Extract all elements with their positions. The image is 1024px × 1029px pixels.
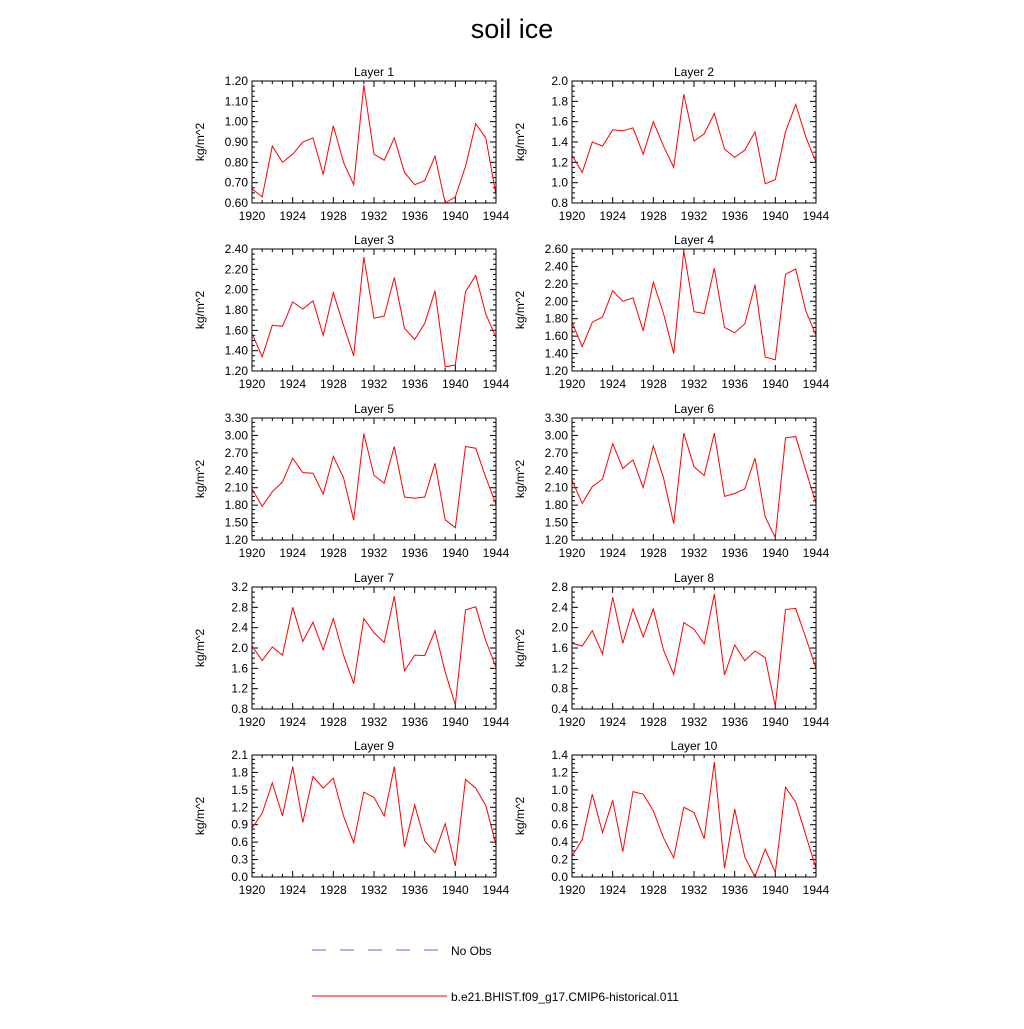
y-tick-label: 1.80 (544, 498, 568, 513)
x-tick-label: 1936 (401, 546, 429, 560)
y-tick-label: 1.5 (231, 782, 248, 797)
y-tick-label: 0.6 (551, 817, 568, 832)
y-tick-label: 2.00 (544, 294, 568, 309)
y-tick-label: 2.00 (224, 282, 248, 297)
x-tick-label: 1924 (599, 883, 627, 897)
x-tick-label: 1944 (482, 209, 510, 223)
y-tick-label: 1.6 (231, 661, 248, 676)
x-tick-label: 1932 (360, 715, 388, 729)
y-tick-label: 0.60 (224, 196, 248, 210)
y-tick-label: 1.2 (551, 661, 568, 676)
panel-title: Layer 6 (673, 402, 715, 416)
y-tick-label: 1.0 (551, 175, 568, 190)
y-axis-label: kg/m^2 (513, 459, 527, 499)
panel-layer-3 (193, 233, 510, 391)
x-tick-label: 1924 (599, 209, 627, 223)
series-line (572, 251, 816, 360)
x-tick-label: 1928 (639, 546, 667, 560)
y-tick-label: 2.40 (544, 463, 568, 478)
y-tick-label: 2.70 (544, 445, 568, 460)
x-tick-label: 1928 (319, 546, 347, 560)
y-axis-label: kg/m^2 (193, 628, 207, 668)
y-tick-label: 2.70 (224, 445, 248, 460)
x-tick-label: 1944 (802, 715, 830, 729)
x-tick-label: 1940 (761, 209, 789, 223)
y-tick-label: 0.8 (551, 800, 568, 815)
y-tick-label: 1.60 (544, 329, 568, 344)
x-tick-label: 1924 (279, 209, 307, 223)
series-line (252, 767, 496, 866)
x-tick-label: 1936 (721, 715, 749, 729)
series-line (252, 257, 496, 367)
y-tick-label: 1.50 (224, 515, 248, 530)
x-tick-label: 1928 (319, 377, 347, 391)
y-tick-label: 0.70 (224, 175, 248, 190)
y-tick-label: 3.00 (544, 428, 568, 443)
y-tick-label: 0.8 (551, 196, 568, 210)
x-tick-label: 1924 (279, 883, 307, 897)
plot-frame (252, 418, 496, 540)
y-tick-label: 2.20 (224, 262, 248, 277)
x-tick-label: 1936 (401, 715, 429, 729)
panel-layer-4 (513, 233, 830, 391)
x-tick-label: 1940 (441, 715, 469, 729)
y-tick-label: 1.2 (231, 800, 248, 815)
plot-frame (252, 755, 496, 877)
x-tick-label: 1920 (238, 209, 266, 223)
plot-frame (572, 81, 816, 203)
x-tick-label: 1944 (802, 209, 830, 223)
x-tick-label: 1928 (319, 209, 347, 223)
y-axis-label: kg/m^2 (193, 122, 207, 162)
y-tick-label: 2.40 (224, 463, 248, 478)
plot-frame (572, 755, 816, 877)
y-tick-label: 2.10 (224, 480, 248, 495)
x-tick-label: 1936 (721, 883, 749, 897)
x-tick-label: 1932 (680, 715, 708, 729)
y-tick-label: 1.8 (551, 94, 568, 109)
x-tick-label: 1940 (441, 546, 469, 560)
y-tick-label: 2.0 (231, 641, 248, 655)
x-tick-label: 1924 (279, 377, 307, 391)
panel-layer-2 (513, 65, 830, 223)
y-tick-label: 1.20 (224, 533, 248, 547)
x-tick-label: 1944 (482, 715, 510, 729)
x-tick-label: 1932 (360, 883, 388, 897)
plot-frame (252, 249, 496, 371)
y-tick-label: 3.30 (544, 411, 568, 425)
y-tick-label: 0.4 (551, 835, 568, 850)
y-tick-label: 0.8 (551, 681, 568, 696)
x-tick-label: 1936 (721, 546, 749, 560)
x-tick-label: 1920 (558, 209, 586, 223)
y-tick-label: 1.8 (231, 765, 248, 780)
x-tick-label: 1936 (401, 883, 429, 897)
series-line (572, 94, 816, 184)
x-tick-label: 1936 (401, 377, 429, 391)
y-tick-label: 0.3 (231, 852, 248, 867)
y-tick-label: 1.00 (224, 114, 248, 129)
y-tick-label: 1.4 (551, 748, 568, 762)
x-tick-label: 1944 (802, 883, 830, 897)
y-tick-label: 2.8 (231, 600, 248, 615)
y-tick-label: 1.6 (551, 114, 568, 129)
y-tick-label: 1.80 (544, 311, 568, 326)
legend (312, 944, 679, 1004)
x-tick-label: 1928 (639, 883, 667, 897)
panel-layer-6 (513, 402, 830, 560)
x-tick-label: 1920 (558, 883, 586, 897)
x-tick-label: 1936 (401, 209, 429, 223)
x-tick-label: 1944 (482, 377, 510, 391)
y-tick-label: 1.2 (551, 155, 568, 170)
panel-layer-10 (513, 739, 830, 897)
y-tick-label: 1.20 (224, 74, 248, 88)
plot-frame (252, 587, 496, 709)
x-tick-label: 1940 (441, 883, 469, 897)
figure-title: soil ice (470, 14, 554, 44)
x-tick-label: 1940 (761, 883, 789, 897)
panel-title: Layer 4 (673, 233, 715, 247)
y-tick-label: 0.80 (224, 155, 248, 170)
panel-layer-5 (193, 402, 510, 560)
y-tick-label: 2.1 (231, 748, 248, 762)
y-tick-label: 2.4 (231, 620, 248, 635)
y-axis-label: kg/m^2 (513, 796, 527, 836)
y-axis-label: kg/m^2 (193, 290, 207, 330)
x-tick-label: 1928 (639, 209, 667, 223)
panel-layer-7 (193, 571, 510, 729)
x-tick-label: 1928 (319, 883, 347, 897)
y-tick-label: 2.40 (544, 259, 568, 274)
panel-layer-8 (513, 571, 830, 729)
x-tick-label: 1932 (360, 377, 388, 391)
y-tick-label: 2.20 (544, 276, 568, 291)
x-tick-label: 1920 (558, 377, 586, 391)
x-tick-label: 1940 (761, 715, 789, 729)
x-tick-label: 1944 (802, 546, 830, 560)
x-tick-label: 1928 (639, 715, 667, 729)
y-tick-label: 1.0 (551, 782, 568, 797)
plot-frame (572, 587, 816, 709)
y-axis-label: kg/m^2 (513, 122, 527, 162)
panel-title: Layer 7 (353, 571, 395, 585)
x-tick-label: 1924 (279, 546, 307, 560)
x-tick-label: 1932 (680, 209, 708, 223)
y-tick-label: 2.0 (551, 74, 568, 88)
x-tick-label: 1936 (721, 209, 749, 223)
series-line (572, 594, 816, 706)
x-tick-label: 1932 (680, 883, 708, 897)
x-tick-label: 1920 (558, 546, 586, 560)
x-tick-label: 1932 (680, 377, 708, 391)
x-tick-label: 1928 (639, 377, 667, 391)
x-tick-label: 1924 (599, 546, 627, 560)
x-tick-label: 1940 (441, 209, 469, 223)
y-tick-label: 0.4 (551, 702, 568, 716)
y-tick-label: 0.9 (231, 817, 248, 832)
y-tick-label: 2.60 (544, 242, 568, 256)
y-axis-label: kg/m^2 (193, 796, 207, 836)
y-axis-label: kg/m^2 (193, 459, 207, 499)
x-tick-label: 1940 (761, 546, 789, 560)
y-tick-label: 2.40 (224, 242, 248, 256)
y-tick-label: 1.40 (544, 346, 568, 361)
y-tick-label: 0.6 (231, 835, 248, 850)
series-line (572, 762, 816, 877)
x-tick-label: 1924 (599, 377, 627, 391)
panel-title: Layer 2 (673, 65, 715, 79)
x-tick-label: 1932 (360, 209, 388, 223)
x-tick-label: 1944 (802, 377, 830, 391)
panel-title: Layer 8 (673, 571, 715, 585)
panel-layer-1 (193, 65, 510, 223)
y-tick-label: 1.60 (224, 323, 248, 338)
series-line (252, 85, 496, 203)
y-tick-label: 0.2 (551, 852, 568, 867)
y-tick-label: 1.20 (544, 364, 568, 378)
x-tick-label: 1920 (558, 715, 586, 729)
y-tick-label: 0.0 (231, 870, 248, 884)
y-tick-label: 0.0 (551, 870, 568, 884)
y-tick-label: 2.0 (551, 620, 568, 635)
x-tick-label: 1924 (279, 715, 307, 729)
panel-layer-9 (193, 739, 510, 897)
x-tick-label: 1932 (680, 546, 708, 560)
y-tick-label: 1.4 (551, 135, 568, 149)
legend-obs-label: No Obs (451, 944, 492, 958)
y-tick-label: 1.50 (544, 515, 568, 530)
plot-frame (572, 418, 816, 540)
y-tick-label: 3.30 (224, 411, 248, 425)
series-line (252, 434, 496, 528)
x-tick-label: 1944 (482, 883, 510, 897)
y-tick-label: 3.2 (231, 580, 248, 594)
y-tick-label: 1.40 (224, 343, 248, 358)
y-tick-label: 1.2 (231, 681, 248, 696)
y-tick-label: 0.90 (224, 135, 248, 149)
panel-title: Layer 5 (353, 402, 395, 416)
x-tick-label: 1920 (238, 546, 266, 560)
y-tick-label: 1.80 (224, 303, 248, 317)
x-tick-label: 1928 (319, 715, 347, 729)
x-tick-label: 1940 (441, 377, 469, 391)
x-tick-label: 1924 (599, 715, 627, 729)
x-tick-label: 1920 (238, 883, 266, 897)
y-tick-label: 3.00 (224, 428, 248, 443)
y-tick-label: 1.6 (551, 641, 568, 655)
y-tick-label: 2.10 (544, 480, 568, 495)
x-tick-label: 1936 (721, 377, 749, 391)
y-tick-label: 1.20 (544, 533, 568, 547)
panel-title: Layer 1 (353, 65, 395, 79)
y-axis-label: kg/m^2 (513, 628, 527, 668)
y-tick-label: 2.8 (551, 580, 568, 594)
panel-title: Layer 9 (353, 739, 395, 753)
y-tick-label: 1.10 (224, 94, 248, 109)
x-tick-label: 1920 (238, 715, 266, 729)
y-tick-label: 1.20 (224, 364, 248, 378)
x-tick-label: 1944 (482, 546, 510, 560)
y-tick-label: 2.4 (551, 600, 568, 615)
y-tick-label: 1.80 (224, 498, 248, 513)
panel-title: Layer 10 (670, 739, 718, 753)
legend-model-label: b.e21.BHIST.f09_g17.CMIP6-historical.011 (451, 990, 679, 1004)
y-axis-label: kg/m^2 (513, 290, 527, 330)
y-tick-label: 1.2 (551, 765, 568, 780)
series-line (572, 433, 816, 538)
panel-title: Layer 3 (353, 233, 395, 247)
x-tick-label: 1940 (761, 377, 789, 391)
y-tick-label: 0.8 (231, 702, 248, 716)
series-line (252, 596, 496, 705)
x-tick-label: 1920 (238, 377, 266, 391)
x-tick-label: 1932 (360, 546, 388, 560)
